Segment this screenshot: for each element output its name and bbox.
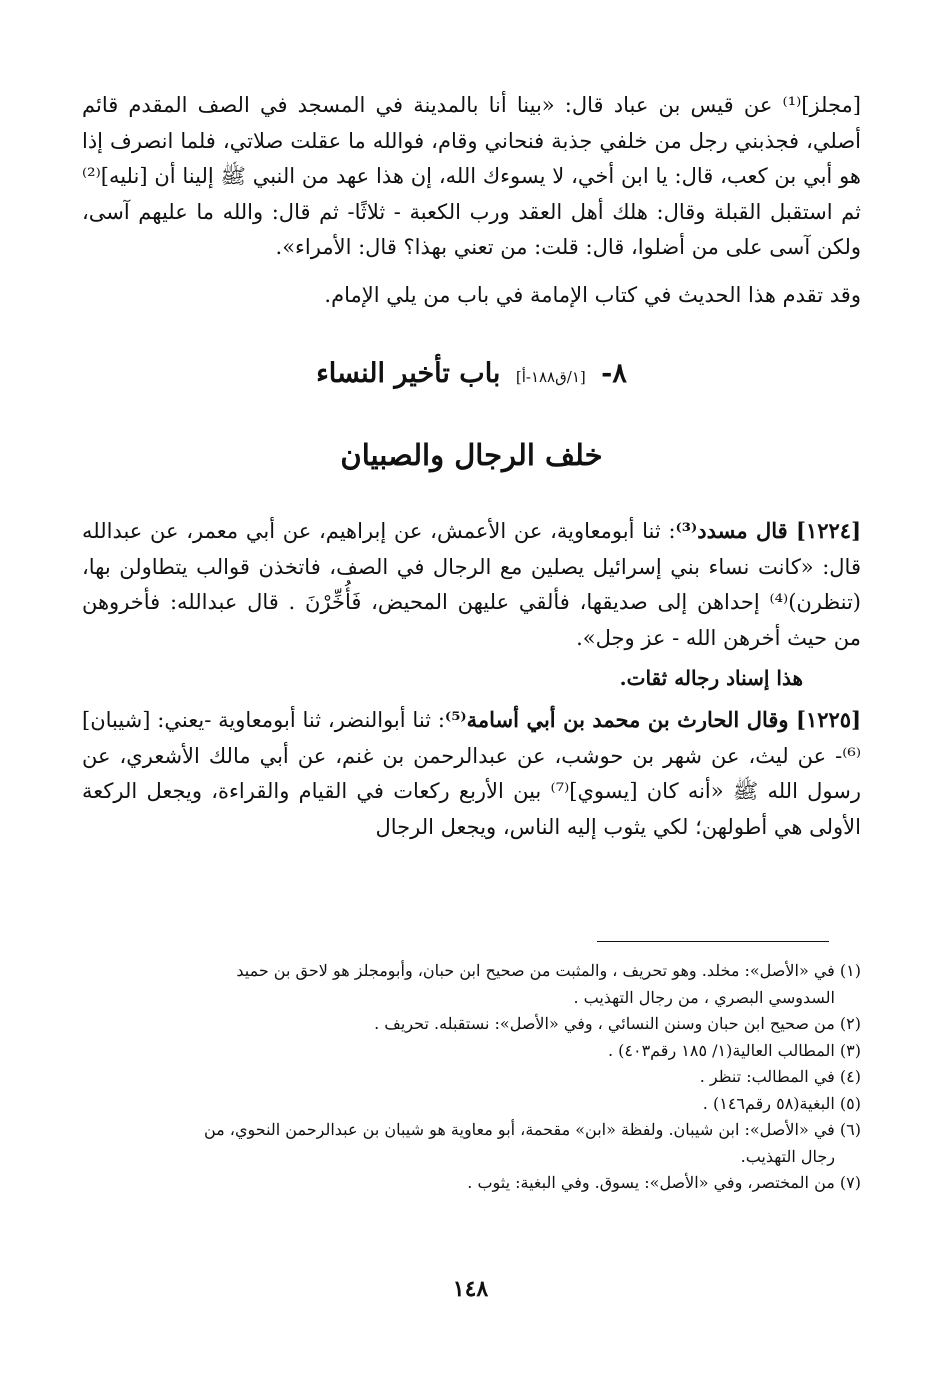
manuscript-folio-tag: [١/ق١٨٨-أ] — [515, 368, 586, 386]
footnote-7 — [82, 1170, 861, 1197]
footnote-1-num: (١) — [839, 961, 861, 980]
footnote-1 — [82, 958, 861, 1011]
footnote-4-text: في المطالب: تنظر . — [699, 1067, 835, 1086]
footnote-5 — [82, 1091, 861, 1118]
footnote-6 — [82, 1117, 861, 1170]
hadith-1224-text: : ثنا أبومعاوية، عن الأعمش، عن إبراهيم، عن أبي معمر، عن عبدالله قال: «كانت نساء بني إسرائيل يصلين مع الرجال في الصف، فاتخذن قوالب يتطاولن بها،(تنظرن)⁽⁴⁾ إحداهن إلى صديقها، فألقي عليهن المحيض، فَأُخِّرْنَ . قال عبدالله: فأخروهن من حيث أخرهن الله - عز وجل». — [82, 519, 861, 650]
hadith-1225 — [82, 702, 861, 845]
hadith-1224 — [82, 513, 861, 656]
hadith-1224-label: [١٢٢٤] قال مسدد⁽³⁾ — [675, 518, 861, 543]
footnote-5-num: (٥) — [839, 1093, 861, 1113]
footnote-6-continuation: رجال التهذيب. — [740, 1146, 835, 1166]
footnote-3-text: المطالب العالية(١/ ١٨٥ رقم٤٠٣) . — [607, 1040, 835, 1060]
footnote-6-num: (٦) — [839, 1120, 861, 1139]
chapter-subtitle: خلف الرجال والصبيان — [340, 438, 603, 472]
chapter-heading — [82, 349, 861, 399]
footnote-separator — [597, 941, 829, 942]
footnote-3 — [82, 1038, 861, 1065]
paragraph-intro: [مجلز]⁽¹⁾ عن قيس بن عباد قال: «بينا أنا بالمدينة في المسجد في الصف المقدم قائم أصلي، فجذبني رجل من خلفي جذبة فنحاني وقام، فوالله ما عقلت صلاتي، فلما انصرف إذا هو أبي بن كعب، قال: يا ابن أخي، لا يسوءك الله، إن هذا عهد من النبي ﷺ إلينا أن [نليه]⁽²⁾ ثم استقبل القبلة وقال: هلك أهل العقد ورب الكعبة - ثلاثًا- ثم قال: والله ما عليهم آسى، ولكن آسى على من أضلوا، قال: قلت: من تعني بهذا؟ قال: الأمراء». — [82, 93, 861, 259]
footnote-6-text: في «الأصل»: ابن شيبان. ولفظة «ابن» مقحمة، أبو معاوية هو شيبان بن عبدالرحمن النحوي، من — [203, 1120, 835, 1139]
footnote-4-num: (٤) — [839, 1067, 861, 1086]
footnote-1-continuation: السدوسي البصري ، من رجال التهذيب . — [573, 987, 835, 1007]
chapter-number: ٨- — [601, 358, 627, 389]
page-number: ١٤٨ — [452, 1276, 489, 1302]
hadith-1225-text: : ثنا أبوالنضر، ثنا أبومعاوية -يعني: [شيبان]⁽⁶⁾- عن ليث، عن شهر بن حوشب، عن عبدالرحمن بن غنم، عن أبي مالك الأشعري، عن رسول الله ﷺ «أنه كان [يسوي]⁽⁷⁾ بين الأربع ركعات في القيام والقراءة، ويجعل الركعة الأولى هي أطولهن؛ لكي يثوب إليه الناس، ويجعل الرجال — [82, 708, 861, 839]
footnote-4 — [82, 1064, 861, 1091]
footnote-7-num: (٧) — [839, 1173, 861, 1192]
footnote-5-text: البغية(٥٨ رقم١٤٦) . — [702, 1093, 835, 1113]
footnote-2-num: (٢) — [839, 1014, 861, 1033]
chapter-title: باب تأخير النساء — [316, 358, 501, 389]
hadith-1224-assessment: هذا إسناد رجاله ثقات. — [619, 666, 803, 690]
hadith-1225-label: [١٢٢٥] وقال الحارث بن محمد بن أبي أسامة⁽⁵⁾ — [444, 707, 861, 732]
footnotes — [82, 958, 861, 1197]
footnote-2 — [82, 1011, 861, 1038]
paragraph-cross-reference: وقد تقدم هذا الحديث في كتاب الإمامة في باب من يلي الإمام. — [324, 282, 861, 307]
footnote-7-text: من المختصر، وفي «الأصل»: يسوق. وفي البغية: يثوب . — [467, 1173, 835, 1192]
footnote-1-text: في «الأصل»: مخلد. وهو تحريف ، والمثبت من صحيح ابن حبان، وأبومجلز هو لاحق بن حميد — [236, 961, 835, 980]
footnote-3-num: (٣) — [839, 1040, 861, 1060]
footnote-2-text: من صحيح ابن حبان وسنن النسائي ، وفي «الأصل»: نستقبله. تحريف . — [374, 1014, 835, 1033]
